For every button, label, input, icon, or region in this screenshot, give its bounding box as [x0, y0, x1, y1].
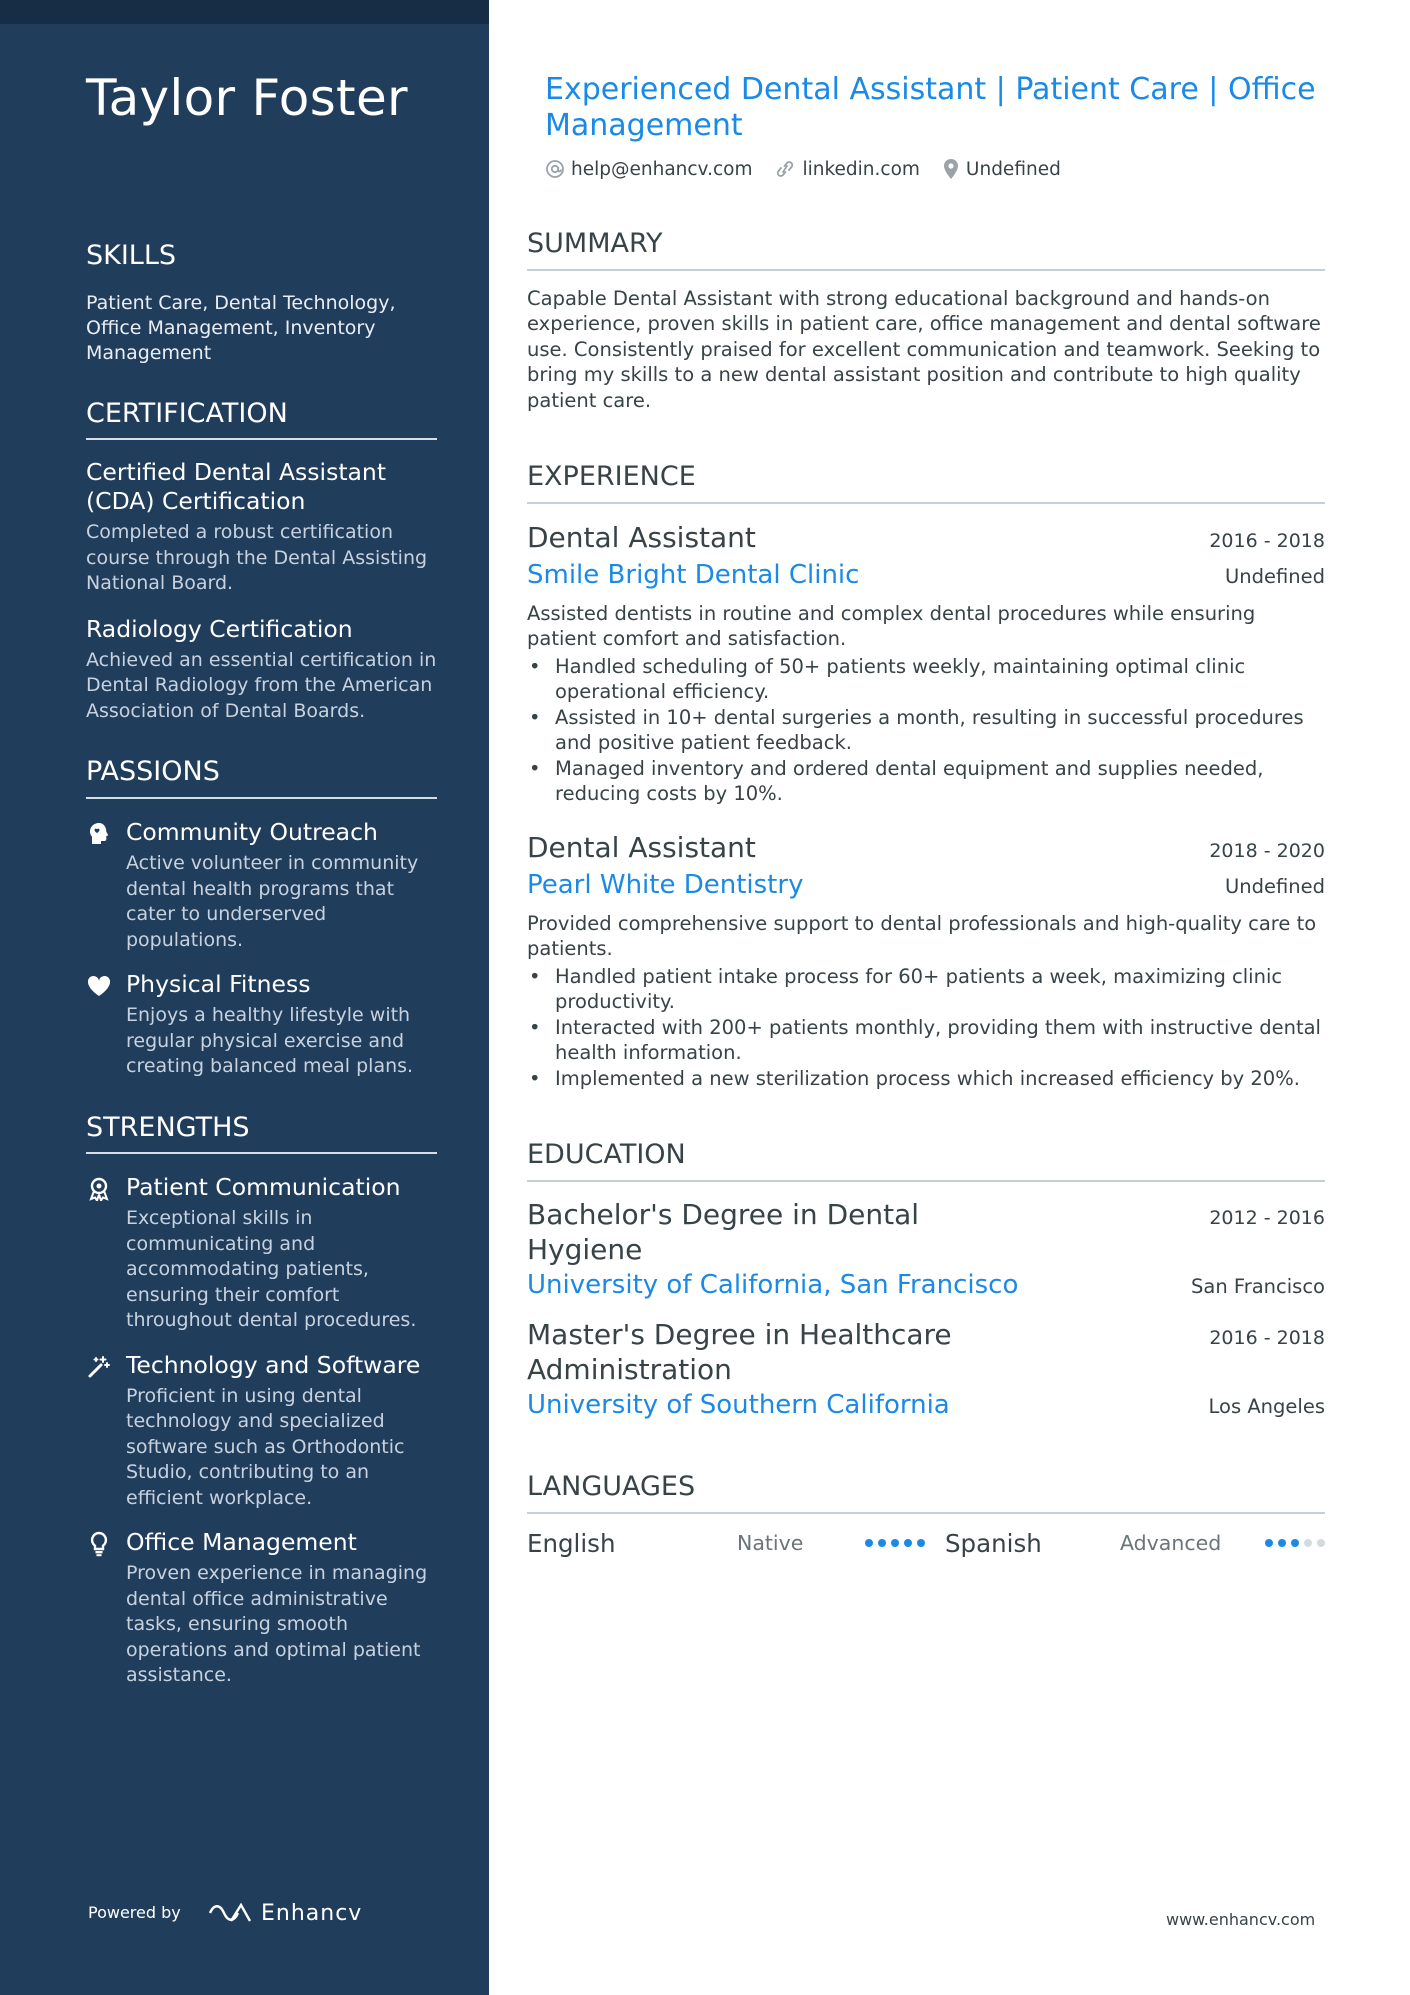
strength-item: [86, 1527, 437, 1689]
candidate-name: Taylor Foster: [86, 69, 408, 127]
school-location: San Francisco: [1191, 1275, 1325, 1299]
certification-heading: CERTIFICATION: [86, 399, 437, 441]
certification-desc: Completed a robust certification course through the Dental Assisting National Board.: [86, 521, 428, 595]
degree-title: Bachelor's Degree in Dental Hygiene: [527, 1198, 920, 1267]
job-location: Undefined: [1224, 564, 1325, 588]
language-level: Native: [737, 1531, 804, 1556]
language-rating: [1265, 1539, 1325, 1547]
strength-title: Technology and Software: [126, 1350, 421, 1379]
strengths-heading: STRENGTHS: [86, 1113, 437, 1155]
strength-item: [86, 1350, 437, 1512]
job-entry: [527, 519, 1325, 807]
passion-item: [86, 817, 437, 953]
passion-title: Community Outreach: [126, 818, 378, 847]
languages-row: [527, 1529, 1325, 1558]
language-rating: [865, 1539, 925, 1547]
enhancv-logo-icon: [207, 1900, 253, 1926]
passion-desc: Enjoys a healthy lifestyle with regular physical exercise and creating balanced meal plans.: [126, 1004, 414, 1078]
linkedin-contact[interactable]: [774, 158, 919, 180]
rating-dot: [917, 1539, 925, 1547]
school-name: University of Southern California: [527, 1390, 950, 1421]
job-description: Provided comprehensive support to dental professionals and high-quality care to patients.: [527, 911, 1317, 961]
summary-text: Capable Dental Assistant with strong educational background and hands-on experience, proven skills in patient care, office management and dental software use. Consistently praised for excellent communication and teamwork. Seeking to bring my skills to a new dental assistant position and contribute to high quality patient care.: [527, 286, 1321, 412]
brand-name: Enhancv: [261, 1900, 363, 1926]
experience-section: [527, 462, 1325, 1091]
skills-section: [86, 241, 437, 366]
sidebar-top-band: [0, 0, 489, 24]
strength-title: Office Management: [126, 1528, 357, 1557]
company-name: Smile Bright Dental Clinic: [527, 559, 860, 590]
certification-item: [86, 615, 437, 725]
education-section: [527, 1140, 1325, 1423]
strength-desc: Proven experience in managing dental office administrative tasks, ensuring smooth operations and optimal patient assistance.: [126, 1562, 428, 1687]
language-item: [945, 1529, 1325, 1558]
education-subheader: [527, 1387, 1325, 1423]
education-heading: EDUCATION: [527, 1140, 1325, 1182]
education-dates: 2012 - 2016: [1209, 1207, 1325, 1230]
rating-dot: [1291, 1539, 1299, 1547]
job-title: Dental Assistant: [527, 520, 756, 554]
language-name: Spanish: [945, 1528, 1042, 1558]
experience-heading: EXPERIENCE: [527, 462, 1325, 504]
rating-dot: [1278, 1539, 1286, 1547]
rating-dot: [891, 1539, 899, 1547]
certification-desc: Achieved an essential certification in Dental Radiology from the American Association of Dental Boards.: [86, 648, 437, 722]
education-entry: [527, 1317, 1325, 1423]
skills-heading: SKILLS: [86, 240, 177, 271]
rating-dot: [878, 1539, 886, 1547]
language-item: [527, 1529, 925, 1558]
sidebar-content: [86, 241, 437, 1722]
magic-wand-icon: [86, 1354, 112, 1380]
sidebar: [0, 0, 489, 1995]
job-dates: 2016 - 2018: [1209, 529, 1325, 552]
passion-item: [86, 969, 437, 1080]
job-bullet: • Handled patient intake process for 60+ patients a week, maximizing clinic productivity.: [527, 964, 1325, 1015]
certification-title: Certified Dental Assistant (CDA) Certification: [86, 458, 387, 516]
email-text: help@enhancv.com: [571, 158, 753, 180]
website-link[interactable]: www.enhancv.com: [1166, 1910, 1316, 1929]
education-dates: 2016 - 2018: [1209, 1327, 1325, 1350]
passions-section: [86, 757, 437, 1079]
link-icon: [774, 159, 796, 179]
lightbulb-icon: [86, 1531, 112, 1557]
degree-title: Master's Degree in Healthcare Administration: [527, 1318, 952, 1387]
contact-bar: [527, 158, 1325, 180]
job-description: Assisted dentists in routine and complex dental procedures while ensuring patient comfort and satisfaction.: [527, 601, 1256, 651]
job-bullet: • Handled scheduling of 50+ patients weekly, maintaining optimal clinic operational efficiency.: [527, 654, 1325, 705]
job-bullets: [527, 654, 1325, 807]
passion-desc: Active volunteer in community dental health programs that cater to underserved populations.: [126, 852, 419, 951]
location-text: Undefined: [965, 158, 1061, 180]
languages-heading: LANGUAGES: [527, 1472, 1325, 1514]
education-subheader: [527, 1267, 1325, 1303]
location-contact: [942, 158, 1061, 180]
language-name: English: [527, 1528, 616, 1558]
rating-dot: [865, 1539, 873, 1547]
main-content: [527, 72, 1325, 1558]
languages-section: [527, 1472, 1325, 1558]
at-icon: [545, 159, 565, 179]
education-entry: [527, 1197, 1325, 1303]
job-header: [527, 519, 1325, 557]
strength-item: [86, 1172, 437, 1334]
company-name: Pearl White Dentistry: [527, 869, 804, 900]
job-bullets: [527, 964, 1325, 1092]
job-dates: 2018 - 2020: [1209, 839, 1325, 862]
certification-title: Radiology Certification: [86, 614, 353, 643]
education-header: [527, 1317, 1325, 1387]
strength-desc: Proficient in using dental technology and specialized software such as Orthodontic Studio, contributing to an efficient workplace.: [126, 1384, 405, 1509]
rating-dot: [1265, 1539, 1273, 1547]
rating-dot: [1304, 1539, 1312, 1547]
job-title: Dental Assistant: [527, 830, 756, 864]
job-bullet: • Assisted in 10+ dental surgeries a month, resulting in successful procedures and positive patient feedback.: [527, 705, 1325, 756]
strengths-section: [86, 1113, 437, 1689]
certification-section: [86, 399, 437, 725]
rating-dot: [904, 1539, 912, 1547]
certification-item: [86, 458, 437, 597]
brand-logo[interactable]: [207, 1900, 362, 1926]
linkedin-text: linkedin.com: [802, 158, 920, 180]
passion-title: Physical Fitness: [126, 970, 311, 999]
passions-heading: PASSIONS: [86, 757, 437, 799]
head-heart-icon: [86, 821, 112, 847]
job-header: [527, 829, 1325, 867]
school-location: Los Angeles: [1208, 1395, 1325, 1419]
powered-by-label: Powered by: [88, 1903, 181, 1922]
job-bullet: • Implemented a new sterilization process which increased efficiency by 20%.: [527, 1066, 1325, 1092]
language-level: Advanced: [1120, 1531, 1222, 1556]
summary-section: [527, 229, 1325, 413]
education-header: [527, 1197, 1325, 1267]
email-contact[interactable]: [545, 158, 752, 180]
school-name: University of California, San Francisco: [527, 1270, 1019, 1301]
job-entry: [527, 829, 1325, 1092]
strength-title: Patient Communication: [126, 1173, 401, 1202]
strength-desc: Exceptional skills in communicating and accommodating patients, ensuring their comfort throughout dental procedures.: [126, 1207, 417, 1332]
heart-icon: [86, 973, 112, 999]
headline: Experienced Dental Assistant | Patient Care | Office Management: [545, 72, 1316, 143]
job-bullet: • Interacted with 200+ patients monthly, providing them with instructive dental health information.: [527, 1015, 1325, 1066]
skills-text: Patient Care, Dental Technology, Office Management, Inventory Management: [86, 291, 396, 364]
summary-heading: SUMMARY: [527, 229, 1325, 271]
map-pin-icon: [942, 158, 960, 180]
job-bullet: • Managed inventory and ordered dental equipment and supplies needed, reducing costs by 10%.: [527, 756, 1325, 807]
job-subheader: [527, 557, 1325, 593]
award-icon: [86, 1176, 112, 1202]
rating-dot: [1317, 1539, 1325, 1547]
job-subheader: [527, 867, 1325, 903]
job-location: Undefined: [1224, 874, 1325, 898]
